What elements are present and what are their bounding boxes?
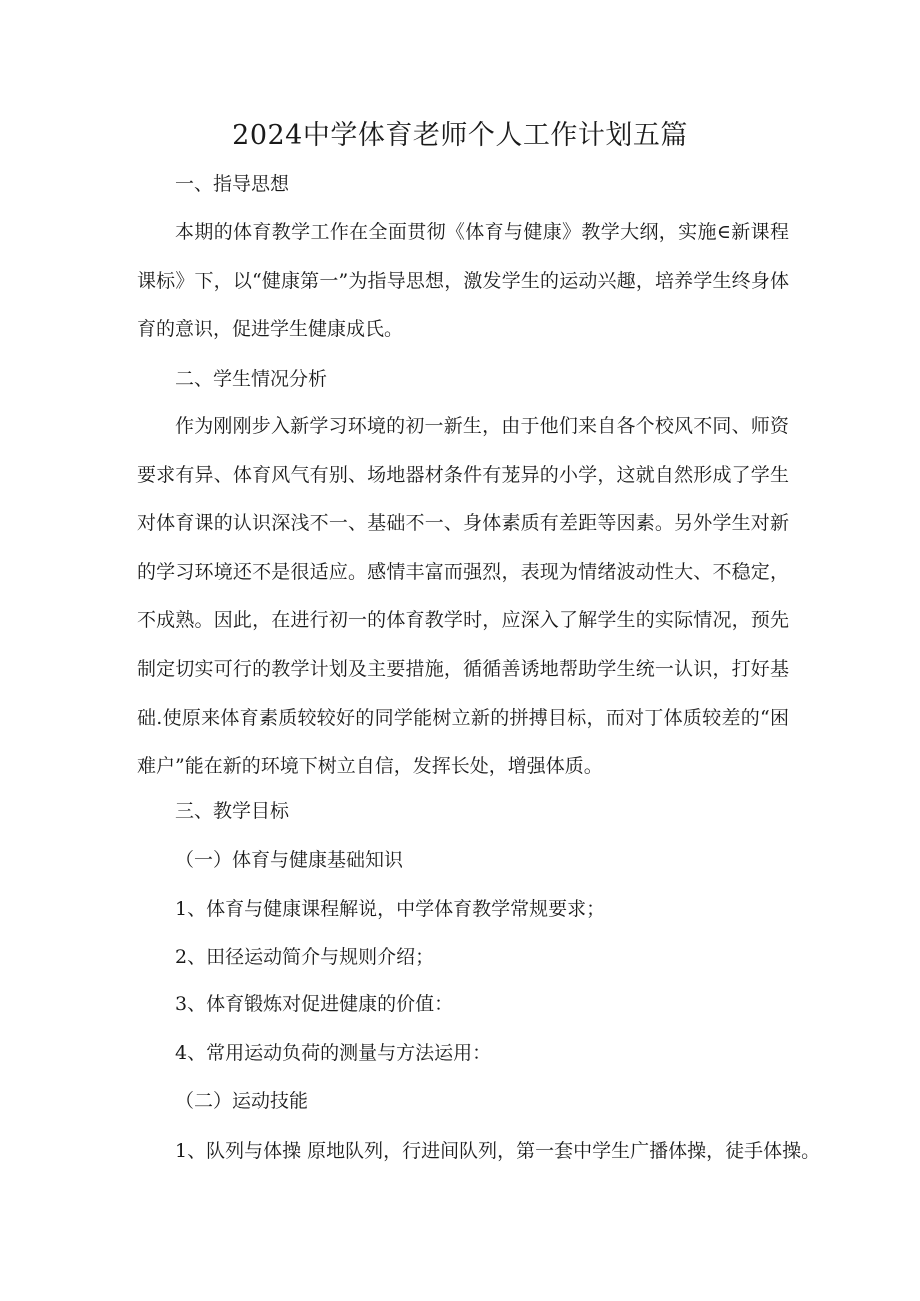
list-item: 1、体育与健康课程解说，中学体育教学常规要求；: [175, 898, 606, 920]
document-title: 2024中学体育老师个人工作计划五篇: [232, 120, 688, 151]
subsection-heading-motor-skills: （二）运动技能: [175, 1090, 309, 1112]
list-item: 1、队列与体操 原地队列，行进间队列，第一套中学生广播体操，徒手体操。: [175, 1140, 821, 1162]
paragraph-student-analysis: 作为刚刚步入新学习环境的初一新生，由于他们来自各个校风不同、师资要求有异、体育风气有别、场地器材条件有茏异的小学，这就自然形成了学生对体育课的认识深浅不一、基础不一、身体素质有差距等因素。另外学生对新的学习环境还不是很适应。感情丰富而强烈，表现为情绪波动性大、不稳定，不成熟。因此，在进行初一的体育教学时，应深入了解学生的实际情况，预先制定切实可行的教学计划及主要措施，循循善诱地帮助学生统一认识，打好基础.使原来体育素质较较好的同学能树立新的拼搏目标，而对丁体质较差的“困难户”能在新的环境下树立自信，发挥长处，增强体质。: [137, 415, 789, 778]
list-item: 4、常用运动负荷的测量与方法运用：: [175, 1042, 492, 1064]
paragraph-guiding-thought: 本期的体育教学工作在全面贯彻《体育与健康》教学大纲，实施∈新课程课标》下，以“健康第一”为指导思想，激发学生的运动兴趣，培养学生终身体育的意识，促进学生健康成氏。: [137, 221, 789, 341]
list-item: 2、田径运动简介与规则介绍；: [175, 946, 435, 968]
section-heading-guiding-thought: 一、指导思想: [175, 173, 290, 195]
subsection-heading-knowledge: （一）体育与健康基础知识: [175, 849, 404, 871]
section-heading-student-analysis: 二、学生情况分析: [175, 368, 328, 390]
section-heading-teaching-goals: 三、教学目标: [175, 800, 290, 822]
list-item: 3、体育锻炼对促进健康的价值：: [175, 993, 454, 1015]
